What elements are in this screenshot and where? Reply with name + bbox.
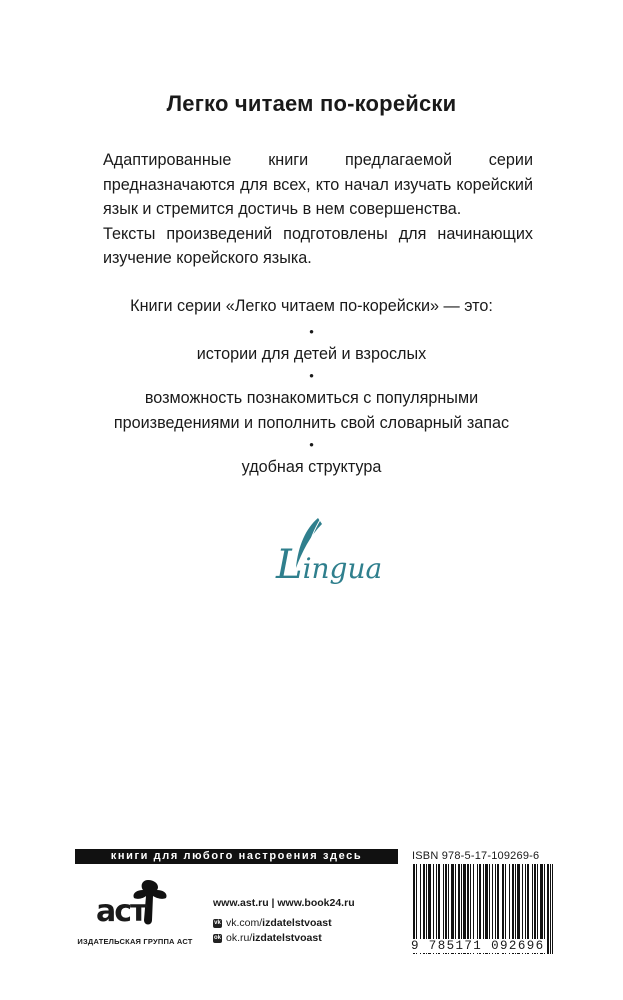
intro-paragraph-2: Тексты произведений подготовлены для начинающих изучение корейского языка. <box>103 224 533 268</box>
barcode-bar <box>550 864 551 954</box>
series-heading: Книги серии «Легко читаем по-корейски» — это: <box>130 297 493 315</box>
intro-paragraph-1: Адаптированные книги предлагаемой серии предназначаются для всех, кто начал изучать корейский язык и стремится достичь в нем совершенства. <box>103 151 533 219</box>
social-ok <box>213 932 355 944</box>
social-vk <box>213 917 355 929</box>
barcode-digits: 9 785171 092696 <box>411 939 545 953</box>
feature-item: истории для детей и взрослых <box>196 345 427 363</box>
websites: www.ast.ru | www.book24.ru <box>213 897 355 909</box>
ast-caption: ИЗДАТЕЛЬСКАЯ ГРУППА АСТ <box>77 937 193 946</box>
social-ok-prefix: ok.ru/ <box>226 932 253 944</box>
bullet-dot: • <box>309 437 314 453</box>
intro-text <box>103 148 533 271</box>
barcode-bar <box>547 864 549 954</box>
feature-item: возможность познакомиться с популярными произведениями и пополнить свой словарный запас <box>113 389 510 432</box>
lingua-logo <box>276 516 386 588</box>
ast-logo <box>90 876 180 932</box>
tagline-banner: книги для любого настроения здесь <box>75 849 398 864</box>
feature-list <box>0 322 623 480</box>
lingua-wordmark: Lingua <box>276 542 383 588</box>
social-ok-handle: izdatelstvoast <box>252 932 322 944</box>
social-vk-handle: izdatelstvoast <box>262 917 332 929</box>
feature-item: удобная структура <box>241 458 382 477</box>
ast-logo-text: аст <box>96 894 146 929</box>
social-vk-prefix: vk.com/ <box>226 917 263 929</box>
barcode-bar <box>552 864 553 954</box>
vk-icon: vk <box>214 919 221 926</box>
page-title: Легко читаем по-корейски <box>166 91 457 116</box>
isbn: ISBN 978-5-17-109269-6 <box>412 850 540 862</box>
ok-icon: ok <box>213 934 221 941</box>
bullet-dot: • <box>309 368 314 384</box>
bullet-dot: • <box>309 324 314 339</box>
publisher-links <box>213 897 355 944</box>
